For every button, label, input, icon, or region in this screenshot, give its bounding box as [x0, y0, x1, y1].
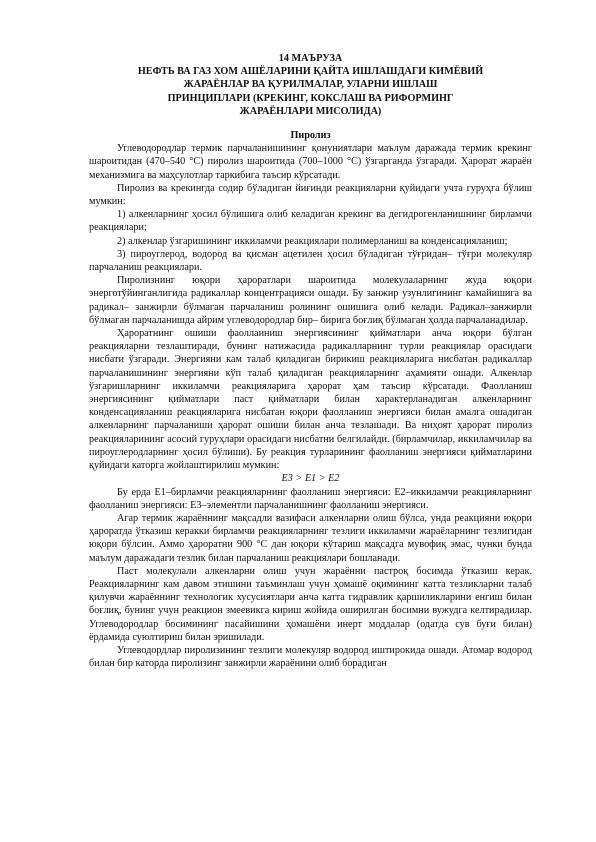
paragraph: Углеводордлар пиролизининг тезлиги молекуляр водород иштирокида ошади. Атомар водород билан бир каторда пиролизинг занжирли жараёнини олиб борадиган: [89, 644, 532, 670]
lecture-title: [89, 52, 532, 118]
paragraph: Паст молекулали алкенларни олиш учун жараённи пастроқ босимда ўтказиш керак. Реакцияларнинг кам давом этишини таъминлаш учун ҳомашё оқимининг катта тезликларни талаб қилувчи жараённинг технологик хусусиятлари анча катта гидравлик қаршиликларини енгиш билан боғлиқ, бунинг учун реакцион змеевикга кириш жойида оширилган босимни вужудга келтирадилар. Углеводородлар босимининг пасайишини ҳомашёни инерт моддалар (одатда сув буғи билан) ёрдамида суюлтириш билан эришилади.: [89, 565, 532, 643]
paragraph: Пиролиз ва крекингда содир бўладиган йиғинди реакцияларни қуйидаги учта гуруҳга бўлиш мумкин:: [89, 182, 532, 208]
section-heading: Пиролиз: [290, 130, 331, 142]
paragraph: Пиролизнинг юқори ҳароратлари шароитида молекулаларнинг жуда юқори энерготўйинганлигида радикаллар концентрацияси ошади. Бу занжир узунлигининг камайишига ва радикал– занжирли бўлмаган парчаланиш ролининг ошишига олиб келади. Радикал–занжирли бўлмаган парчаланишда айрим углеводородлар бир– бирига боғлиқ бўлмаган ҳолда парчаланадилар.: [89, 275, 532, 326]
title-line: ПРИНЦИПЛАРИ (КРЕКИНГ, КОКСЛАШ ВА РИФОРМИНГ: [167, 92, 454, 104]
title-line: НЕФТЬ ВА ГАЗ ХОМ АШЁЛАРИНИ ҚАЙТА ИШЛАШДАГИ КИМЁВИЙ: [137, 66, 484, 78]
title-line: 14 МАЪРУЗА: [278, 53, 343, 64]
list-item: 3) пироуглерод, водород ва қисман ацетилен ҳосил бўладиган тўғридан– тўғри молекуляр парчаланиш реакциялари.: [89, 248, 532, 274]
list-item: 2) алкенлар ўзгаришининг иккиламчи реакциялари полимерланиш ва конденсацияланиш;: [117, 235, 508, 247]
energy-formula: E3 > E1 > E2: [281, 473, 340, 485]
list-item: 1) алкенларнинг ҳосил бўлишига олиб келадиган крекинг ва дегидрогенланишнинг бирламчи реакциялари;: [89, 209, 532, 234]
paragraph: Бу ерда E1–бирламчи реакцияларнинг фаолланиш энергияси: E2–иккиламчи реакцияларнинг фаолланиш энергияси: E3–элементли парчаланишнинг фаолланиш энергияси.: [89, 486, 532, 511]
title-line: ЖАРАЁНЛАР ВА ҚУРИЛМАЛАР, УЛАРНИ ИШЛАШ: [183, 79, 438, 91]
paragraph: Углеводородлар термик парчаланишининг қонуниятлари маълум даражада термик крекинг шароитидан (470–540 °С) пиролиз шароитида (700–1000 °С) ўзгарганда ўзгаради. Ҳарорат жараён механизмига ва маҳсулотлар таркибига таъсир кўрсатади.: [89, 143, 532, 181]
title-line: ЖАРАЁНЛАРИ МИСОЛИДА): [239, 105, 382, 117]
paragraph: Агар термик жараённинг мақсадли вазифаси алкенларни олиш бўлса, унда реакцияни юқори ҳароратда ўтказиш керакки бирламчи реакцияларнинг тезлиги иккиламчи жараёларнинг тезлигидан юқори бўлсин. Аммо ҳароратни 900 °С дан юқори кўтариш мақсадга мувофиқ эмас, чунки бунда маълум даражадаги тезлик билан парчаланиш реакциялари бошланади.: [89, 512, 532, 564]
lecture-page: [89, 52, 532, 670]
paragraph: Ҳароратнинг ошиши фаоллаиниш энергиясининг қийматлари анча юқори бўлган реакцияларни тезлаштиради, бунинг натижасида радикалларнинг турли реакциялар орасидаги нисбати ўзгаради. Энергияни кам талаб қиладиган бирикиш реакцияларига нисбатан радикаллар парчаланишининг энергияни кўп талаб қиладиган реакцияларнинг аҳамияти ошади. Алкенлар ўзгаришларнинг иккиламчи реакцияларига ҳарорат ҳам таъсир кўрсатади. Фаолланиш энергиясининг қийматлари паст қийматлари билан характерланадиган алкенларнинг конденсацияланиш реакцияларига нисбатан юқори фаолланиш энергияси билан амалга ошадиган алкенларнинг парчаланиши ҳарорат ошиши билан анча тезлашади. Ва ниҳоят ҳарорат пиролиз реакцияларининг асосий гуруҳлари орасидаги нисбатни белгилайди. (бирламчилар, иккиламчилар ва пироуглеродларнинг ҳосил бўлиши). Бу реакция турларининг фаолланиш энергияси қийматларини қуйидаги каторга жойлаштирилиш мумкин:: [89, 328, 532, 472]
